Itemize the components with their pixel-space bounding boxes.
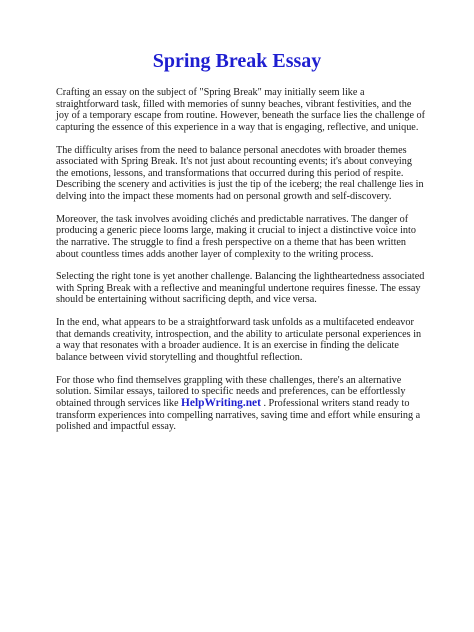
paragraph-6-text-before-link: For those who find themselves grappling with these challenges, there's an alternative solution. Similar essays, tailored to specific needs and preferences, can be effortlessly obtained through services like <box>56 374 406 409</box>
paragraph-3: Moreover, the task involves avoiding clichés and predictable narratives. The danger of producing a generic piece looms large, making it crucial to inject a distinctive voice into the narrative. The struggle to find a fresh perspective on a theme that has been written about countless times adds another layer of complexity to the writing process. <box>56 213 416 260</box>
paragraph-4: Selecting the right tone is yet another challenge. Balancing the lightheartedness associated with Spring Break with a reflective and meaningful undertone requires finesse. The essay should be entertaining without sacrificing depth, and vice versa. <box>56 271 425 306</box>
paragraph-5: In the end, what appears to be a straightforward task unfolds as a multifaceted endeavor that demands creativity, introspection, and the ability to articulate personal experiences in a way that resonates with a broader audience. It is an exercise in finding the delicate balance between vivid storytelling and thoughtful reflection. <box>56 317 422 364</box>
document-body <box>56 87 426 444</box>
paragraph-6 <box>56 375 426 433</box>
paragraph-6-text-after-link: . Professional writers stand ready to transform experiences into compelling narratives, saving time and effort while ensuring a polished and impactful essay. <box>56 398 421 433</box>
paragraph-1: Crafting an essay on the subject of "Spring Break" may initially seem like a straightforward task, filled with memories of sunny beaches, vibrant festivities, and the joy of a temporary escape from routine. However, beneath the surface lies the challenge of capturing the essence of this experience in a way that is engaging, reflective, and unique. <box>56 87 426 133</box>
helpwriting-link[interactable]: HelpWriting.net <box>181 397 261 409</box>
paragraph-2: The difficulty arises from the need to balance personal anecdotes with broader themes associated with Spring Break. It's not just about recounting events; it's about conveying the emotions, lessons, and transformations that occurred during this period of respite. Describing the scenery and activities is just the tip of the iceberg; the real challenge lies in delving into the impact these moments had on personal growth and self-discovery. <box>56 144 424 202</box>
document-title: Spring Break Essay <box>152 50 322 72</box>
